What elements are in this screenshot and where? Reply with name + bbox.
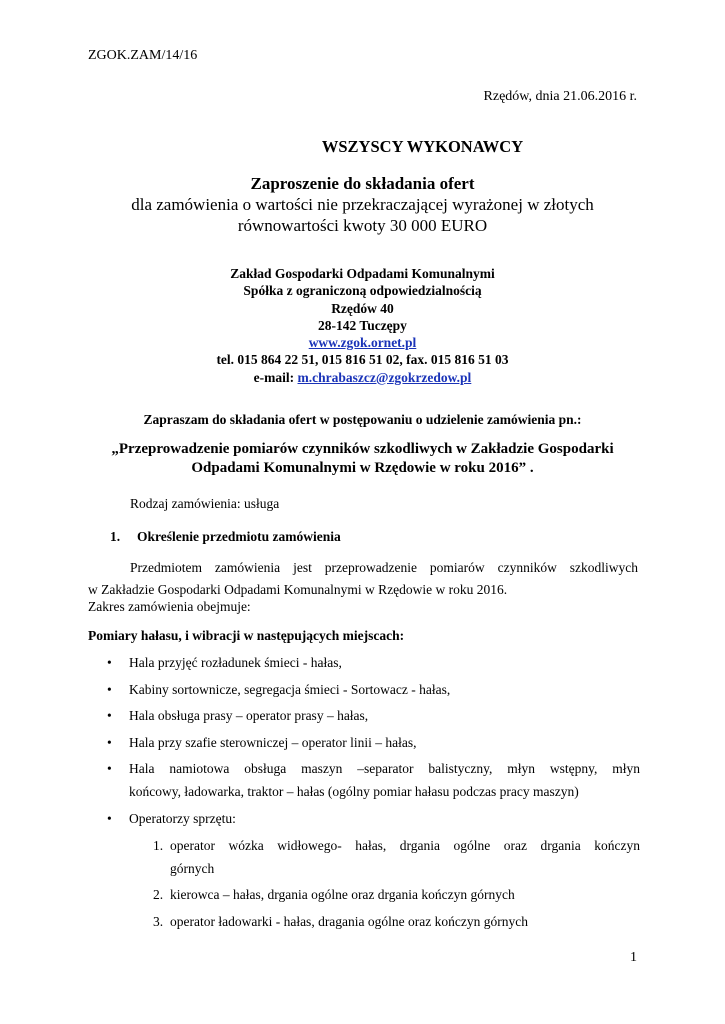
subject-title-line-1: „Przeprowadzenie pomiarów czynników szkodliwych w Zakładzie Gospodarki	[111, 441, 614, 457]
company-details	[0, 265, 725, 386]
title-line-2: dla zamówienia o wartości nie przekraczającej wyrażonej w złotych	[131, 195, 594, 214]
list-item: 2. kierowca – hałas, drgania ogólne oraz drgania kończyn górnych	[153, 887, 515, 902]
scope-line: Zakres zamówienia obejmuje:	[88, 599, 251, 614]
section-1-title: Określenie przedmiotu zamówienia	[137, 529, 341, 544]
company-phones: tel. 015 864 22 51, 015 816 51 02, fax. 015 816 51 03	[216, 352, 509, 368]
section-1-heading	[110, 529, 341, 545]
company-name: Zakład Gospodarki Odpadami Komunalnymi	[230, 266, 495, 281]
bullet-icon: •	[107, 810, 112, 826]
company-email-link[interactable]: m.chrabaszcz@zgokrzedow.pl	[297, 369, 472, 385]
invitation-title	[0, 173, 725, 236]
email-label: e-mail:	[253, 369, 298, 385]
company-website-link[interactable]: www.zgok.ornet.pl	[308, 335, 417, 351]
date-line: Rzędów, dnia 21.06.2016 r.	[483, 89, 637, 104]
operators-list	[129, 834, 640, 933]
subject-title	[0, 440, 725, 478]
list-item: • Kabiny sortownicze, segregacja śmieci - Sortowacz - hałas,	[88, 678, 640, 701]
paragraph-line-1: Przedmiotem zamówienia jest przeprowadzenie pomiarów czynników szkodliwych	[130, 560, 638, 575]
measurement-list	[88, 651, 640, 936]
order-kind: Rodzaj zamówienia: usługa	[130, 496, 280, 511]
title-line-3: równowartości kwoty 30 000 EURO	[237, 216, 488, 235]
list-item: 1. operator wózka widłowego- hałas, drgania ogólne oraz drgania kończyn górnych	[153, 837, 640, 876]
list-item: • Hala przyjęć rozładunek śmieci - hałas,	[88, 651, 640, 674]
bullet-icon: •	[107, 655, 112, 670]
page-number: 1	[630, 950, 637, 965]
section-1-paragraph	[88, 557, 638, 601]
document-reference: ZGOK.ZAM/14/16	[88, 48, 198, 63]
measurement-heading: Pomiary hałasu, i wibracji w następujących miejscach:	[88, 628, 405, 643]
title-line-1: Zaproszenie do składania ofert	[250, 174, 475, 193]
company-email-line	[0, 369, 725, 386]
bullet-icon: •	[107, 681, 112, 697]
list-item: • Hala obsługa prasy – operator prasy – hałas,	[88, 704, 640, 727]
list-item: • Hala namiotowa obsługa maszyn –separator balistyczny, młyn wstępny, młyn końcowy, ładowarka, traktor – hałas (ogólny pomiar hałasu podczas pracy maszyn)	[88, 757, 640, 803]
invitation-intro: Zapraszam do składania ofert w postępowaniu o udzielenie zamówienia pn.:	[143, 412, 582, 427]
section-1-number: 1.	[110, 529, 121, 544]
bullet-icon: •	[107, 734, 112, 750]
recipient-heading: WSZYSCY WYKONAWCY	[321, 137, 524, 156]
subject-title-line-2: Odpadami Komunalnymi w Rzędowie w roku 2016” .	[191, 460, 534, 476]
list-item: • Hala przy szafie sterowniczej – operator linii – hałas,	[88, 731, 640, 754]
bullet-icon: •	[107, 708, 112, 723]
list-item: • Operatorzy sprzętu: 1. operator wózka widłowego- hałas, drgania ogólne oraz drgania kończyn górnych 2. kierowca – hałas, drgania ogólne oraz drgania kończyn górnych 3. operator ładowarki - hałas, dragania ogólne oraz kończyn górnych	[88, 807, 640, 933]
list-item: 3. operator ładowarki - hałas, dragania ogólne oraz kończyn górnych	[153, 913, 528, 929]
company-street: Rzędów 40	[331, 300, 394, 316]
company-postal: 28-142 Tuczępy	[318, 317, 407, 333]
paragraph-line-2: w Zakładzie Gospodarki Odpadami Komunalnymi w Rzędowie w roku 2016.	[88, 582, 508, 597]
bullet-icon: •	[107, 761, 112, 776]
company-legal-form: Spółka z ograniczoną odpowiedzialnością	[243, 283, 482, 299]
